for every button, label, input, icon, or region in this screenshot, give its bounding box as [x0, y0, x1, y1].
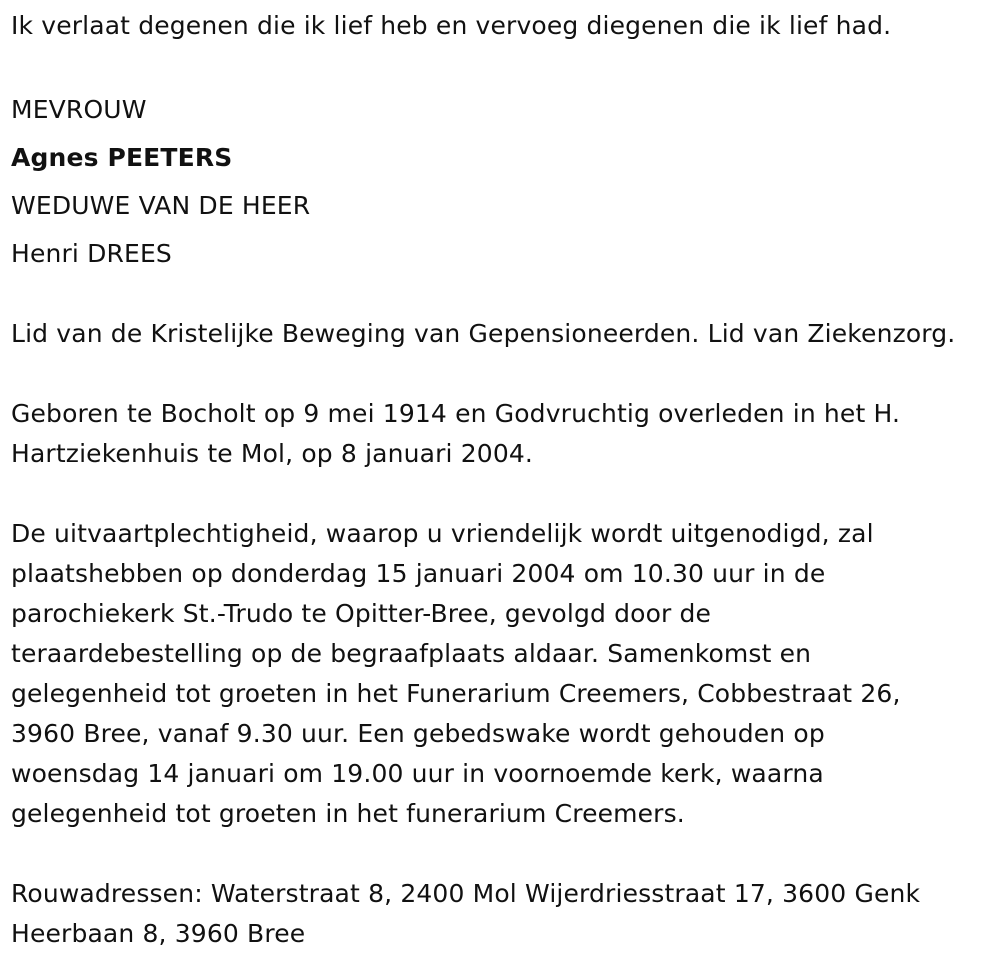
- membership-line: Lid van de Kristelijke Beweging van Gepensioneerden. Lid van Ziekenzorg.: [11, 319, 956, 348]
- birth-death-line: Hartziekenhuis te Mol, op 8 januari 2004.: [11, 439, 534, 468]
- funeral-line: teraardebestelling op de begraafplaats aldaar. Samenkomst en: [11, 639, 812, 668]
- deceased-block: [11, 86, 996, 278]
- birth-death-paragraph: [11, 394, 996, 474]
- funeral-line: parochiekerk St.-Trudo te Opitter-Bree, gevolgd door de: [11, 599, 712, 628]
- funeral-paragraph: [11, 514, 996, 834]
- address-line: Rouwadressen: Waterstraat 8, 2400 Mol Wijerdriesstraat 17, 3600 Genk: [11, 879, 921, 908]
- deceased-spouse: Henri DREES: [11, 239, 172, 268]
- spacer: [11, 46, 996, 66]
- funeral-line: gelegenheid tot groeten in het Funerarium Creemers, Cobbestraat 26,: [11, 679, 901, 708]
- funeral-line: woensdag 14 januari om 19.00 uur in voornoemde kerk, waarna: [11, 759, 824, 788]
- birth-death-line: Geboren te Bocholt op 9 mei 1914 en Godvruchtig overleden in het H.: [11, 399, 901, 428]
- deceased-name: Agnes PEETERS: [11, 143, 233, 172]
- membership-paragraph: [11, 314, 996, 354]
- funeral-line: De uitvaartplechtigheid, waarop u vriendelijk wordt uitgenodigd, zal: [11, 519, 874, 548]
- funeral-line: 3960 Bree, vanaf 9.30 uur. Een gebedswake wordt gehouden op: [11, 719, 825, 748]
- deceased-relation: WEDUWE VAN DE HEER: [11, 191, 311, 220]
- deceased-title: MEVROUW: [11, 95, 147, 124]
- addresses-paragraph: [11, 874, 996, 954]
- spacer: [11, 354, 996, 394]
- obituary-document: [11, 6, 996, 954]
- funeral-line: gelegenheid tot groeten in het funerarium Creemers.: [11, 799, 685, 828]
- spacer: [11, 834, 996, 874]
- funeral-line: plaatshebben op donderdag 15 januari 2004 om 10.30 uur in de: [11, 559, 826, 588]
- address-line: Heerbaan 8, 3960 Bree: [11, 919, 306, 948]
- motto-line: Ik verlaat degenen die ik lief heb en vervoeg diegenen die ik lief had.: [11, 11, 892, 40]
- spacer: [11, 474, 996, 514]
- spacer: [11, 278, 996, 314]
